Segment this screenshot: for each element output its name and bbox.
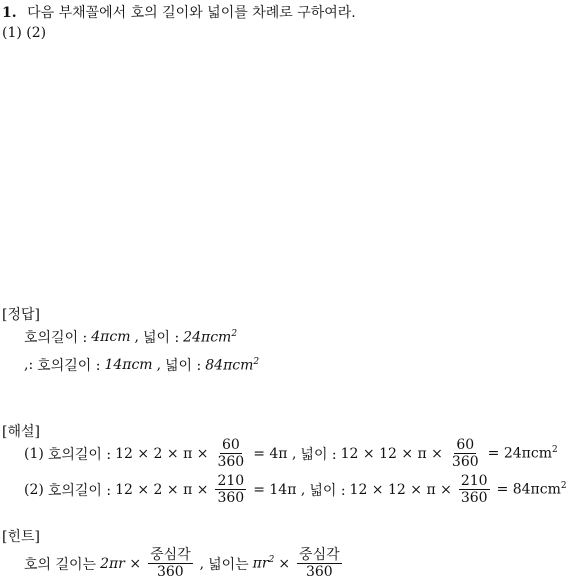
hint-times: × (278, 555, 291, 572)
problem-number: 1. (2, 5, 17, 21)
expl1-number: (1) (24, 445, 44, 462)
answer2-prefix: ,: (24, 357, 34, 373)
answer2-separator: , (156, 357, 162, 373)
answer2-arc-value: 14πcm (104, 357, 153, 373)
expl1-fraction-2: $\frac{60}{360}$ (451, 437, 479, 470)
expl2-arc-label: 호의길이 : (47, 482, 112, 499)
explanation-line-2 (24, 473, 567, 506)
expl2-area-result: = 84πcm$^2$ (496, 481, 567, 498)
expl1-area-label: 넓이 : (300, 446, 337, 463)
expl1-arc-expr: 12 × 2 × π × (115, 445, 209, 462)
answer1-area-value: 24πcm$^2$ (183, 328, 238, 346)
answer1-separator: , (134, 329, 139, 345)
expl1-area-expr: 12 × 12 × π × (340, 445, 443, 462)
hint-line (24, 547, 345, 580)
hint-area-label: 넓이는 (208, 556, 249, 573)
hint-arc-expr: 2πr × (100, 555, 142, 572)
expl2-number: (2) (24, 481, 44, 498)
problem-text: 다음 부채꼴에서 호의 길이와 넓이를 차례로 구하여라. (27, 5, 356, 21)
answer2-arc-label: 호의길이 : (37, 358, 101, 374)
hint-area-expr: $\pi r^2$ (252, 555, 275, 572)
expl2-arc-expr: 12 × 2 × π × (115, 481, 209, 498)
problem-parts-label: (1) (2) (2, 25, 47, 41)
expl2-area-expr: 12 × 12 × π × (349, 481, 452, 498)
answer2-area-label: 넓이 : (165, 358, 202, 374)
hint-header: [힌트] (2, 529, 40, 545)
expl2-area-label: 넓이 : (309, 482, 346, 499)
expl2-fraction-2: $\frac{210}{360}$ (460, 473, 488, 506)
answer1-arc-label: 호의길이 : (24, 330, 88, 346)
answer1-area-label: 넓이 : (142, 330, 180, 346)
answer2-area-value: 84πcm$^2$ (205, 356, 260, 374)
hint-separator: , (199, 555, 205, 572)
answer-header: [정답] (2, 307, 40, 323)
problem-statement (2, 2, 356, 22)
hint-arc-label: 호의 길이는 (24, 556, 97, 573)
answer-line-1 (24, 327, 237, 347)
expl2-arc-result: = 14π , (253, 481, 306, 498)
hint-fraction-2: $\frac{\text{중심각}}{360}$ (299, 547, 340, 580)
explanation-header: [해설] (2, 424, 40, 440)
answer1-arc-value: 4πcm (91, 329, 131, 345)
expl1-arc-result: = 4π , (253, 445, 297, 462)
expl1-arc-label: 호의길이 : (47, 446, 112, 463)
answer-line-2 (24, 355, 259, 375)
hint-fraction-1: $\frac{\text{중심각}}{360}$ (150, 547, 191, 580)
expl1-area-result: = 24πcm$^2$ (487, 445, 558, 462)
expl1-fraction-1: $\frac{60}{360}$ (217, 437, 245, 470)
expl2-fraction-1: $\frac{210}{360}$ (217, 473, 245, 506)
explanation-line-1 (24, 437, 558, 470)
